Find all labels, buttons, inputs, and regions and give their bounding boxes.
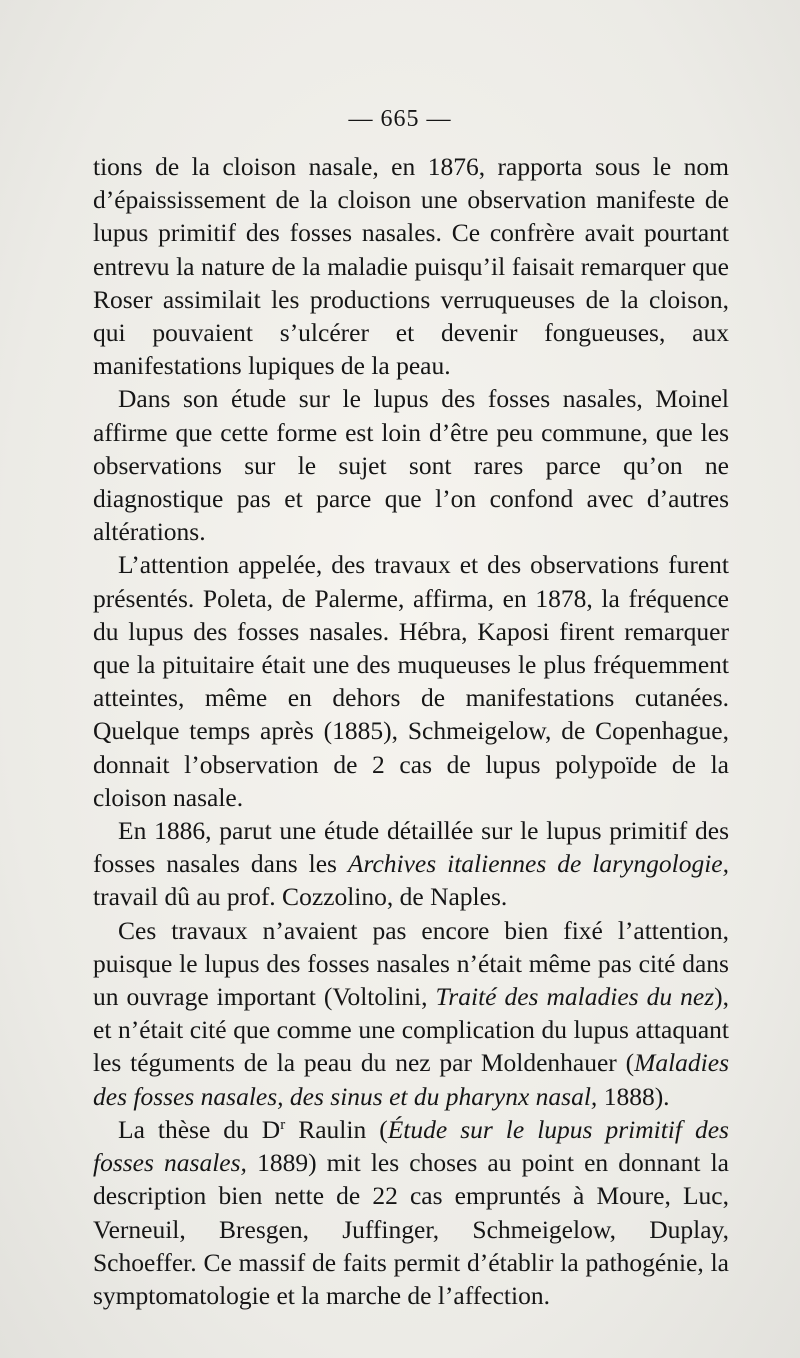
paragraph-5 [93,914,729,1113]
paragraph-6-text: La thèse du D [118,1114,281,1144]
book-title-moldenhauer: Maladies des fosses nasales, des sinus et du pharynx nasal, [93,1048,729,1111]
paragraph-5-text-middle: ), et n’était cité que comme une complication du lupus attaquant les téguments de la peau du nez par Moldenhauer ( [93,982,729,1078]
paragraph-5-text-end: 1888). [597,1081,670,1111]
paragraph-4 [93,814,729,914]
paragraph-2: Dans son étude sur le lupus des fosses nasales, Moinel affirme que cette forme est loin d’être peu commune, que les observations sur le sujet sont rares parce qu’on ne diagnostique pas et parce que l’on confond avec d’autres altérations. [93,384,729,547]
book-title-voltolini: Traité des maladies du nez [435,982,715,1012]
paragraph-6-text-end: 1889) mit les choses au point en donnant la description bien nette de 22 cas empruntés à Moure, Luc, Verneuil, Bresgen, Juffinger, Schmeigelow, Duplay, Schoeffer. Ce massif de faits permit d’établir la pathogénie, la symptomatologie et la marche de l’affection. [93,1148,729,1310]
superscript-r: r [280,1116,286,1133]
paragraph-6 [93,1113,729,1312]
paragraph-6-text-middle: Raulin ( [285,1114,388,1144]
body-text [93,150,729,1312]
paragraph-1: tions de la cloison nasale, en 1876, rapporta sous le nom d’épaississement de la cloison une observation manifeste de lupus primitif des fosses nasales. Ce confrère avait pourtant entrevu la nature de la maladie puisqu’il faisait remarquer que Roser assimilait les productions verruqueuses de la cloison, qui pouvaient s’ulcérer et devenir fongueuses, aux manifestations lupiques de la peau. [93,152,729,381]
journal-title: Archives italiennes de laryngologie, [347,849,729,879]
page-number: — 665 — [348,106,452,132]
paragraph-5-text: Ces travaux n’avaient pas encore bien fixé l’attention, puisque le lupus des fosses nasales n’était même pas cité dans un ouvrage important (Voltolini, [93,915,729,1012]
paragraph-3: L’attention appelée, des travaux et des observations furent présentés. Poleta, de Palerme, affirma, en 1878, la fréquence du lupus des fosses nasales. Hébra, Kaposi firent remarquer que la pituitaire était une des muqueuses le plus fréquemment atteintes, même en dehors de manifestations cutanées. Quelque temps après (1885), Schmeigelow, de Copenhague, donnait l’observation de 2 cas de lupus polypoïde de la cloison nasale. [93,550,729,812]
paragraph-4-text: En 1886, parut une étude détaillée sur le lupus primitif des fosses nasales dans les [93,816,729,879]
thesis-title: Étude sur le lupus primitif des fosses nasales, [93,1114,729,1178]
paragraph-4-text-end: travail dû au prof. Cozzolino, de Naples. [93,882,508,912]
